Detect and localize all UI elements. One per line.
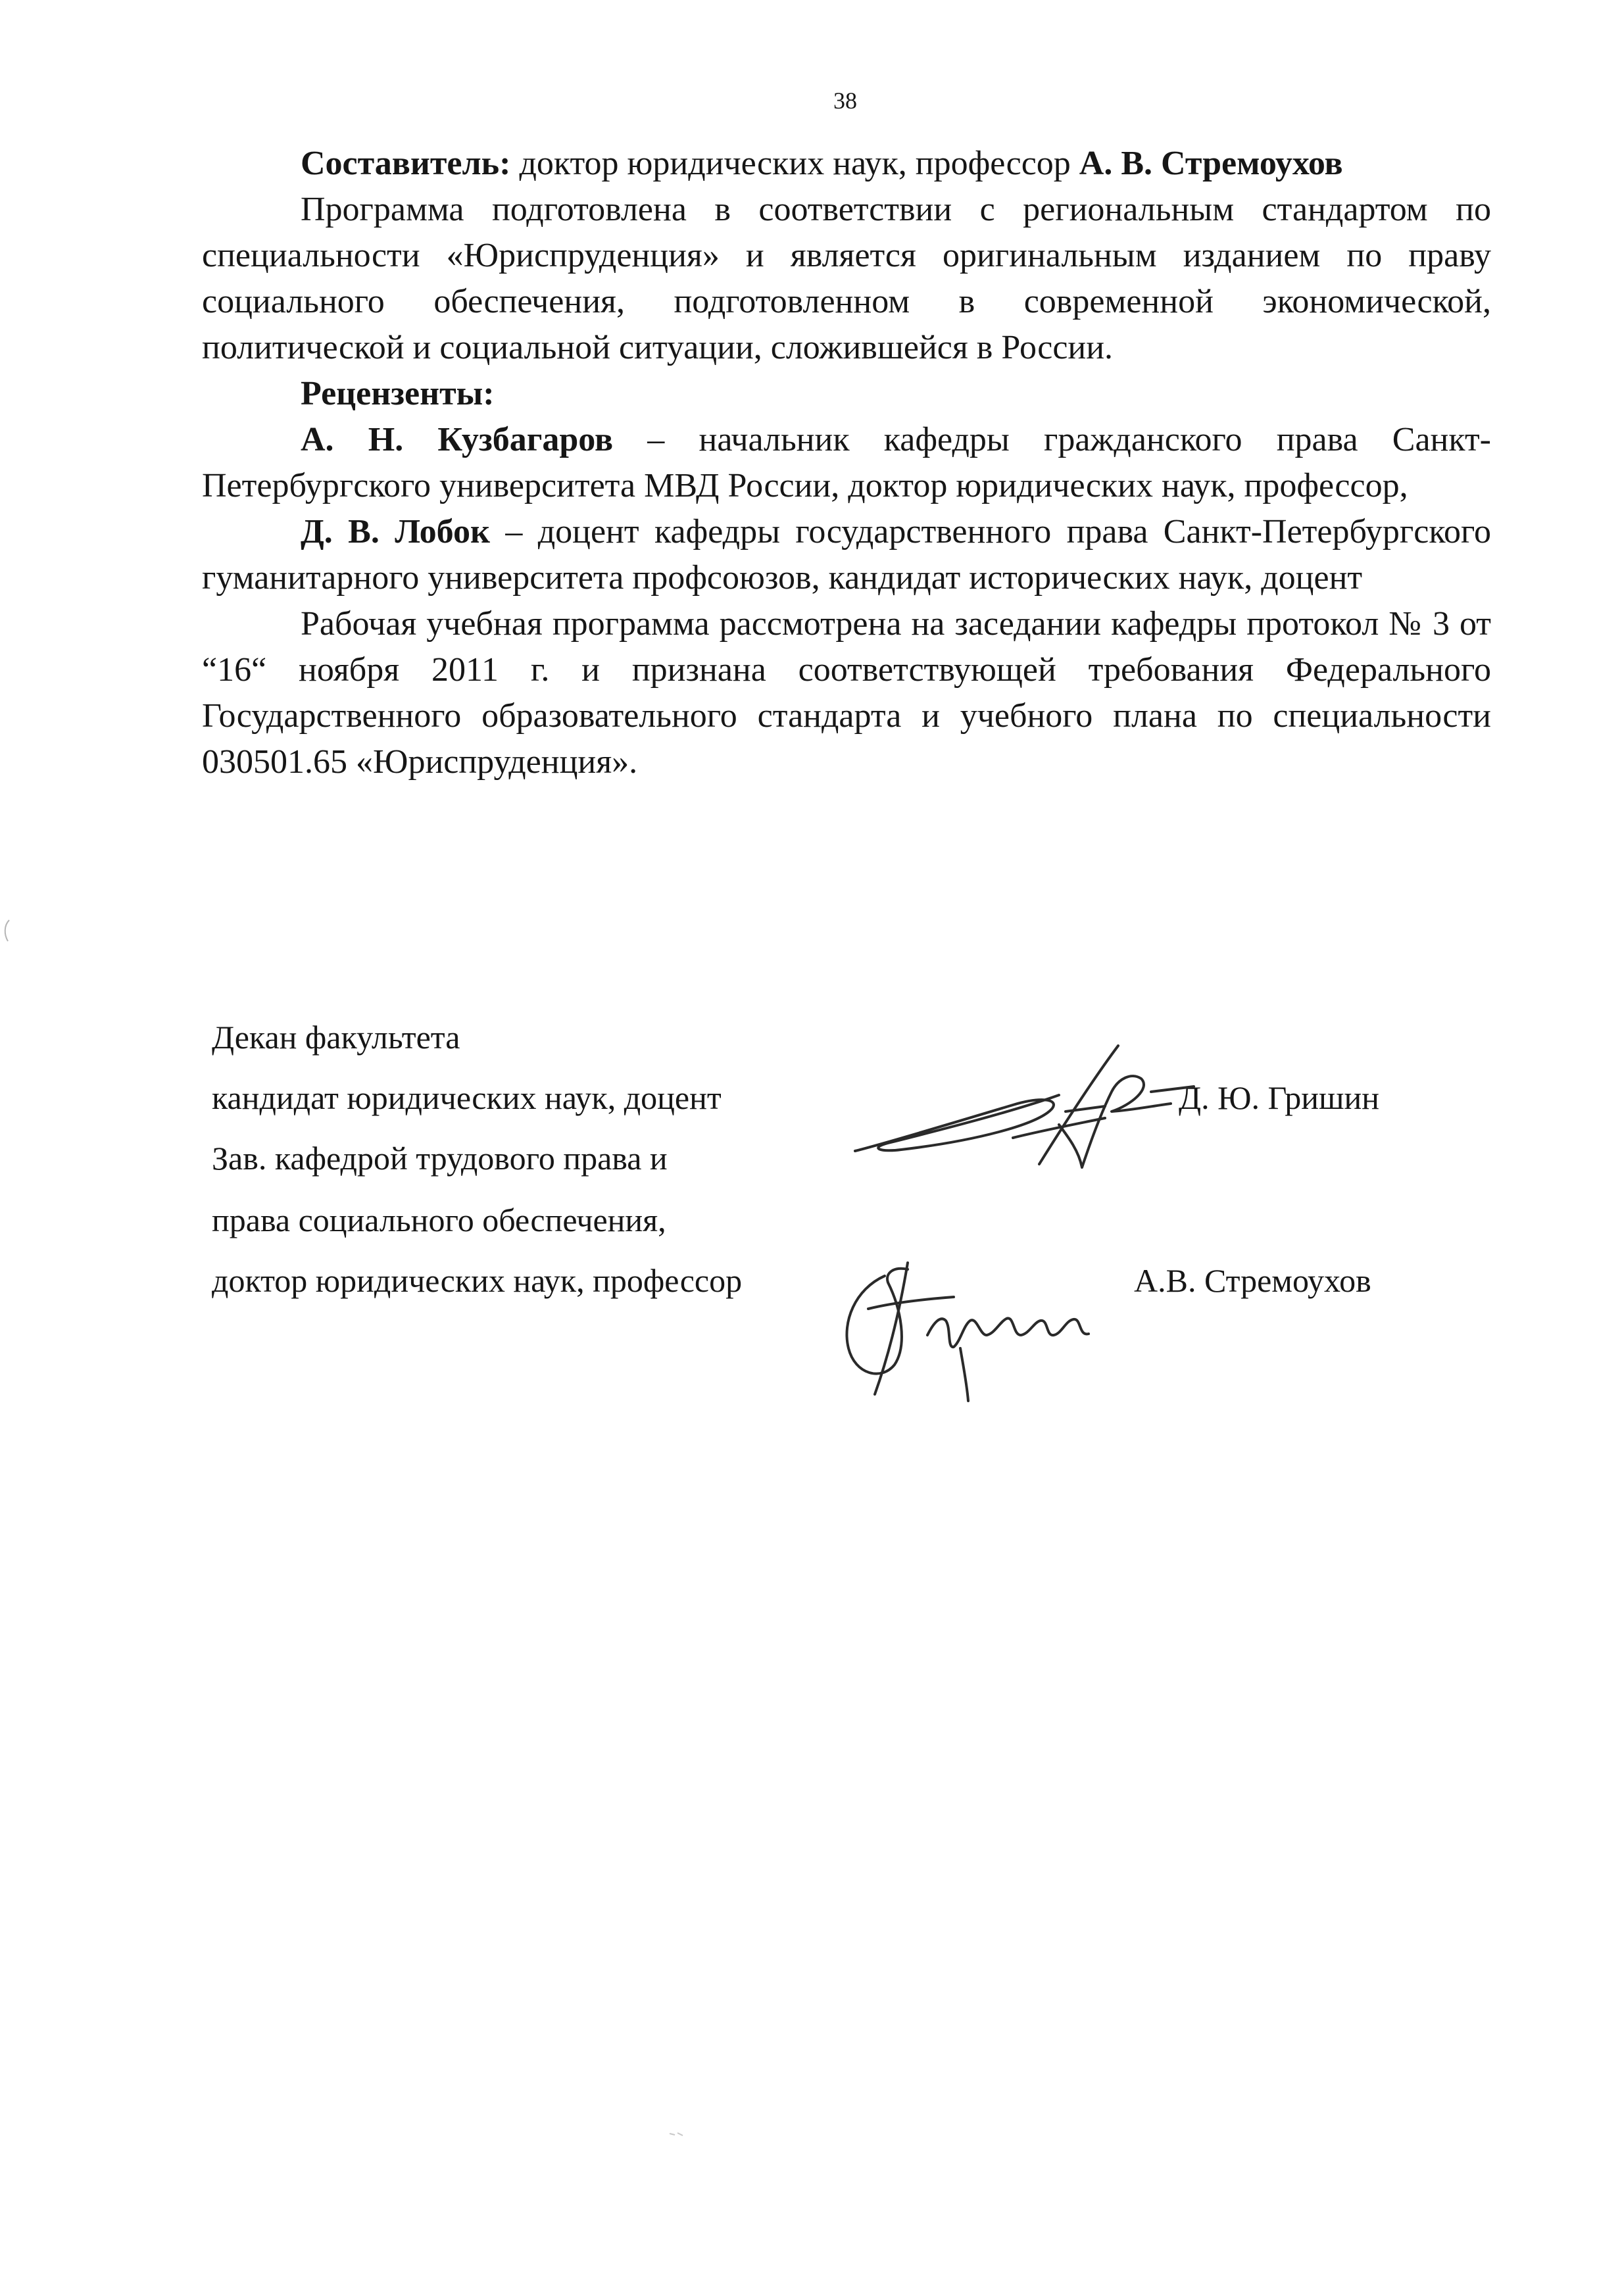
dean-title: Декан факультета (212, 1019, 460, 1056)
page-number: 38 (833, 87, 857, 114)
reviewer-description: – доцент кафедры государственного права Санкт-Петербургского гуманитарного университета профсоюзов, кандидат исторических наук, доцент (202, 513, 1491, 597)
intro-paragraph: Программа подготовлена в соответствии с региональным стандартом по специальности «Юриспруденция» и является оригинальным изданием по праву социального обеспечения, подготовленном в современной экономической, политической и социальной ситуации, сложившейся в России. (202, 191, 1491, 366)
reviewer-description: – начальник кафедры гражданского права Санкт-Петербургского университета МВД России, доктор юридических наук, профессор, (202, 421, 1491, 504)
author-line (202, 141, 1491, 187)
head-department: права социального обеспечения, (212, 1202, 666, 1238)
reviewer-item (202, 417, 1491, 509)
reviewer-name: Д. В. Лобок (301, 513, 490, 550)
approval-paragraph: Рабочая учебная программа рассмотрена на заседании кафедры протокол № 3 от “16“ ноября 2011 г. и признана соответствующей требования Федерального Государственного образовательного стандарта и учебного плана по специальности 030501.65 «Юриспруденция». (202, 605, 1491, 781)
dean-name: Д. Ю. Гришин (1179, 1079, 1380, 1116)
reviewers-heading: Рецензенты: (301, 375, 495, 412)
document-body (202, 141, 1491, 785)
author-label: Составитель: (301, 145, 511, 182)
reviewer-item (202, 509, 1491, 601)
dean-degree: кандидат юридических наук, доцент (212, 1079, 722, 1116)
dean-signature (842, 1033, 1197, 1177)
author-degree: доктор юридических наук, профессор (510, 145, 1079, 182)
head-degree: доктор юридических наук, профессор (212, 1262, 743, 1299)
head-name: А.В. Стремоухов (1134, 1262, 1371, 1299)
margin-scan-mark (0, 917, 13, 944)
head-signature (829, 1236, 1125, 1407)
scan-speck (667, 2130, 687, 2139)
author-name: А. В. Стремоухов (1079, 145, 1343, 182)
head-title: Зав. кафедрой трудового права и (212, 1140, 668, 1177)
reviewer-name: А. Н. Кузбагаров (301, 421, 614, 458)
